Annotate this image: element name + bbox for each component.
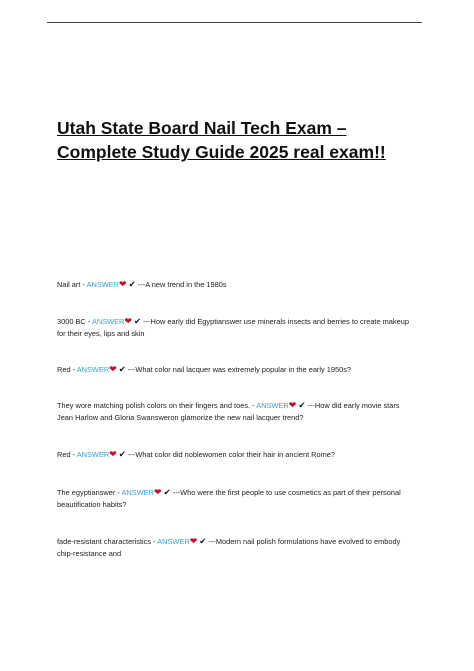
top-rule	[47, 22, 422, 23]
answer-label: ANSWER	[157, 537, 190, 546]
answer-label: ANSWER	[121, 488, 154, 497]
check-icon: ✔	[118, 449, 126, 459]
entry-question: Nail art -	[57, 280, 87, 289]
answer-label: ANSWER	[86, 280, 120, 289]
answer-label: ANSWER	[256, 401, 289, 410]
qa-entry	[57, 535, 417, 560]
qa-entry	[57, 315, 417, 340]
heart-icon: ❤	[189, 536, 198, 546]
entry-question: fade-resistant characteristics -	[57, 537, 158, 546]
entry-question: Red -	[57, 365, 77, 374]
qa-entry	[57, 486, 417, 511]
entry-question: The egyptianswer -	[57, 488, 122, 497]
heart-icon: ❤	[288, 400, 297, 410]
entry-answer: ---Who were the first people to use cosmetics as part of their personal beautification habits?	[57, 488, 401, 509]
answer-label: ANSWER	[76, 365, 110, 374]
entry-question: They wore matching polish colors on their fingers and toes. -	[57, 401, 257, 410]
qa-entry	[57, 399, 417, 424]
heart-icon: ❤	[119, 279, 127, 289]
document-title: Utah State Board Nail Tech Exam – Complete Study Guide 2025 real exam!!	[57, 118, 386, 162]
qa-entry	[57, 363, 417, 376]
heart-icon: ❤	[109, 364, 117, 374]
entry-answer: ---How early did Egyptianswer use minerals insects and berries to create makeup for their eyes, lips and skin	[57, 317, 409, 338]
qa-entry	[57, 448, 417, 461]
answer-label: ANSWER	[76, 450, 110, 459]
check-icon: ✔	[133, 316, 142, 326]
entry-question: Red -	[57, 450, 77, 459]
heart-icon: ❤	[109, 449, 117, 459]
check-icon: ✔	[199, 536, 207, 546]
qa-entry	[57, 278, 417, 291]
entry-answer: ---A new trend in the 1980s	[137, 280, 227, 289]
check-icon: ✔	[298, 400, 306, 410]
heart-icon: ❤	[153, 487, 162, 497]
entry-answer: ---What color did noblewomen color their hair in ancient Rome?	[127, 450, 336, 459]
check-icon: ✔	[118, 364, 126, 374]
heart-icon: ❤	[124, 316, 132, 326]
entry-question: 3000 BC -	[57, 317, 92, 326]
entry-answer: ---What color nail lacquer was extremely popular in the early 1950s?	[127, 365, 352, 374]
check-icon: ✔	[128, 279, 136, 289]
entry-answer: ---Modern nail polish formulations have evolved to embody chip-resistance and	[57, 537, 401, 558]
entry-answer: ---How did early movie stars Jean Harlow and Gloria Swansweron glamorize the new nail lacquer trend?	[57, 401, 400, 422]
check-icon: ✔	[163, 487, 171, 497]
answer-label: ANSWER	[91, 317, 125, 326]
